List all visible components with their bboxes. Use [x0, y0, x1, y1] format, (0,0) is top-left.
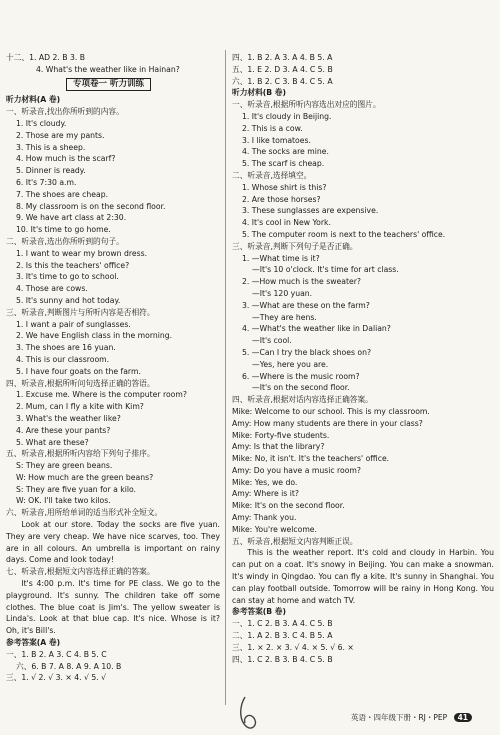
answer-line: 二、1. A 2. B 3. C 4. B 5. A: [232, 631, 333, 641]
list-item: 1. I want a pair of sunglasses.: [16, 319, 131, 329]
list-item: 8. My classroom is on the second floor.: [16, 201, 166, 211]
left-column: [6, 52, 220, 684]
list-item: 5. What are these?: [16, 437, 89, 447]
question-heading: 一、听录音,根据所听内容选出对应的图片。: [232, 100, 381, 110]
answer-line: 四、1. C 2. B 3. B 4. C 5. B: [232, 654, 333, 664]
list-item: 2. Mum, can I fly a kite with Kim?: [16, 402, 144, 412]
list-item: 5. The scarf is cheap.: [242, 159, 325, 169]
list-item: 5. The computer room is next to the teachers' office.: [242, 229, 446, 239]
list-item: 4. Are these your pants?: [16, 425, 111, 435]
list-item: 4. This is our classroom.: [16, 354, 110, 364]
answer-line: 六、1. B 2. C 3. B 4. C 5. A: [232, 76, 333, 86]
dialogue-line: Mike: Forty-five students.: [232, 430, 330, 440]
question-heading: 四、听录音,根据所听问句选择正确的答语。: [6, 378, 155, 388]
question-heading: 三、听录音,判断图片与所听内容是否相符。: [6, 307, 155, 317]
dialogue-line: 4. —What's the weather like in Dalian?: [242, 324, 391, 334]
dialogue-line: 5. —Can I try the black shoes on?: [242, 347, 372, 357]
question-heading: 六、听录音,用所给单词的适当形式补全短文。: [6, 508, 163, 518]
prev-answer-line: 十二、1. AD 2. B 3. B: [6, 53, 86, 62]
dialogue-line: Amy: Is that the library?: [232, 442, 325, 452]
answer-line: 一、1. C 2. B 3. A 4. C 5. B: [232, 619, 333, 629]
list-item: 10. It's time to go home.: [16, 225, 111, 235]
list-item: 7. The shoes are cheap.: [16, 189, 109, 199]
dialogue-line: Mike: You're welcome.: [232, 524, 317, 534]
list-item: 2. This is a cow.: [242, 123, 303, 133]
list-item: 5. I have four goats on the farm.: [16, 366, 141, 376]
list-item: 5. It's sunny and hot today.: [16, 295, 121, 305]
passage-text: Look at our store. Today the socks are five yuan. They are very cheap. We have nice scarves, too. They are in all colours. An umbrella is important on rainy days. Come and look today!: [6, 520, 220, 565]
dialogue-line: —They are hens.: [252, 312, 317, 322]
dialogue-line: Mike: No, it isn't. It's the teachers' office.: [232, 454, 390, 464]
dialogue-line: S: They are green beans.: [16, 461, 113, 471]
dialogue-line: Amy: How many students are there in your class?: [232, 418, 423, 428]
list-item: 3. It's time to go to school.: [16, 272, 119, 282]
material-heading: 听力材料(B 卷): [232, 88, 287, 98]
passage-text: This is the weather report. It's cold and cloudy in Harbin. You can put on a coat. It's snowy in Beijing. You can make a snowman. It's windy in Qingdao. You can fly a kite. It's sunny in Shanghai. You can play football outside. Tomorrow will be rainy in Hong Kong. You can stay at home and watch TV.: [232, 548, 494, 605]
answer-line: 四、1. B 2. A 3. A 4. B 5. A: [232, 53, 333, 62]
dialogue-line: S: They are five yuan for a kilo.: [16, 484, 136, 494]
dialogue-line: Amy: Where is it?: [232, 489, 299, 499]
list-item: 2. We have English class in the morning.: [16, 331, 173, 341]
list-item: 3. This is a sheep.: [16, 142, 86, 152]
list-item: 1. It's cloudy.: [16, 118, 67, 128]
passage-text: It's 4:00 p.m. It's time for PE class. We go to the playground. It's sunny. The children take off some clothes. The blue coat is Jim's. The yellow sweater is Linda's. Look at that blue cap. It's nice. Whose is it? Oh, it's Bill's.: [6, 579, 220, 636]
question-heading: 二、听录音,选出你所听到的句子。: [6, 236, 124, 246]
question-heading: 三、听录音,判断下列句子是否正确。: [232, 241, 358, 251]
page-footer: [351, 712, 472, 723]
dialogue-line: 2. —How much is the sweater?: [242, 277, 361, 287]
list-item: 1. Excuse me. Where is the computer room?: [16, 390, 187, 400]
list-item: 4. The socks are mine.: [242, 147, 329, 157]
question-heading: 一、听录音,找出你所听到的内容。: [6, 107, 124, 117]
list-item: 3. The shoes are 16 yuan.: [16, 343, 116, 353]
question-heading: 二、听录音,选择填空。: [232, 170, 312, 180]
question-heading: 七、听录音,根据短文内容选择正确的答案。: [6, 567, 155, 577]
answer-line: 五、1. E 2. D 3. A 4. C 5. B: [232, 64, 333, 74]
handwritten-scribble: [235, 695, 275, 731]
dialogue-line: —It's 10 o'clock. It's time for art class.: [252, 265, 399, 275]
question-heading: 五、听录音,根据所听内容给下列句子排序。: [6, 449, 155, 459]
dialogue-line: Mike: Yes, we do.: [232, 477, 298, 487]
answer-line: 一、1. B 2. A 3. C 4. B 5. C: [6, 649, 107, 659]
question-heading: 四、听录音,根据对话内容选择正确答案。: [232, 395, 373, 405]
right-column: [232, 52, 494, 665]
list-item: 1. It's cloudy in Beijing.: [242, 111, 332, 121]
list-item: 9. We have art class at 2:30.: [16, 213, 127, 223]
answer-line: 三、1. √ 2. √ 3. × 4. √ 5. √: [6, 673, 107, 683]
dialogue-line: Mike: Welcome to our school. This is my classroom.: [232, 406, 430, 416]
list-item: 5. Dinner is ready.: [16, 166, 86, 176]
answer-line: 六、6. B 7. A 8. A 9. A 10. B: [16, 661, 122, 671]
dialogue-line: —Yes, here you are.: [252, 359, 329, 369]
answer-key-heading: 参考答案(A 卷): [6, 638, 61, 648]
list-item: 6. It's 7:30 a.m.: [16, 177, 77, 187]
section-title: 专项卷一 听力训练: [66, 78, 151, 92]
answer-key-heading: 参考答案(B 卷): [232, 607, 287, 617]
answer-line: 三、1. × 2. × 3. √ 4. × 5. √ 6. ×: [232, 642, 354, 652]
dialogue-line: 3. —What are these on the farm?: [242, 300, 370, 310]
dialogue-line: W: How much are the green beans?: [16, 472, 154, 482]
dialogue-line: —It's 120 yuan.: [252, 288, 313, 298]
list-item: 3. These sunglasses are expensive.: [242, 206, 379, 216]
list-item: 3. I like tomatoes.: [242, 135, 311, 145]
list-item: 4. How much is the scarf?: [16, 154, 116, 164]
list-item: 3. What's the weather like?: [16, 413, 121, 423]
list-item: 2. Is this the teachers' office?: [16, 260, 130, 270]
list-item: 2. Those are my pants.: [16, 130, 105, 140]
dialogue-line: 1. —What time is it?: [242, 253, 320, 263]
list-item: 2. Are those horses?: [242, 194, 321, 204]
list-item: 4. Those are cows.: [16, 284, 88, 294]
dialogue-line: Mike: It's on the second floor.: [232, 501, 345, 511]
dialogue-line: W: OK. I'll take two kilos.: [16, 496, 111, 506]
prev-answer-line: 4. What's the weather like in Hainan?: [36, 64, 180, 74]
question-heading: 五、听录音,根据短文内容判断正误。: [232, 536, 358, 546]
footer-book-info: 英语・四年级下册・RJ・PEP: [350, 713, 448, 722]
list-item: 4. It's cool in New York.: [242, 218, 331, 228]
dialogue-line: —It's on the second floor.: [252, 383, 350, 393]
dialogue-line: 6. —Where is the music room?: [242, 371, 360, 381]
dialogue-line: —It's cool.: [252, 336, 292, 346]
column-divider: [225, 50, 226, 705]
list-item: 1. Whose shirt is this?: [242, 182, 327, 192]
dialogue-line: Amy: Do you have a music room?: [232, 465, 362, 475]
page-number: 41: [454, 713, 472, 722]
list-item: 1. I want to wear my brown dress.: [16, 248, 148, 258]
dialogue-line: Amy: Thank you.: [232, 513, 297, 523]
material-heading: 听力材料(A 卷): [6, 95, 61, 105]
